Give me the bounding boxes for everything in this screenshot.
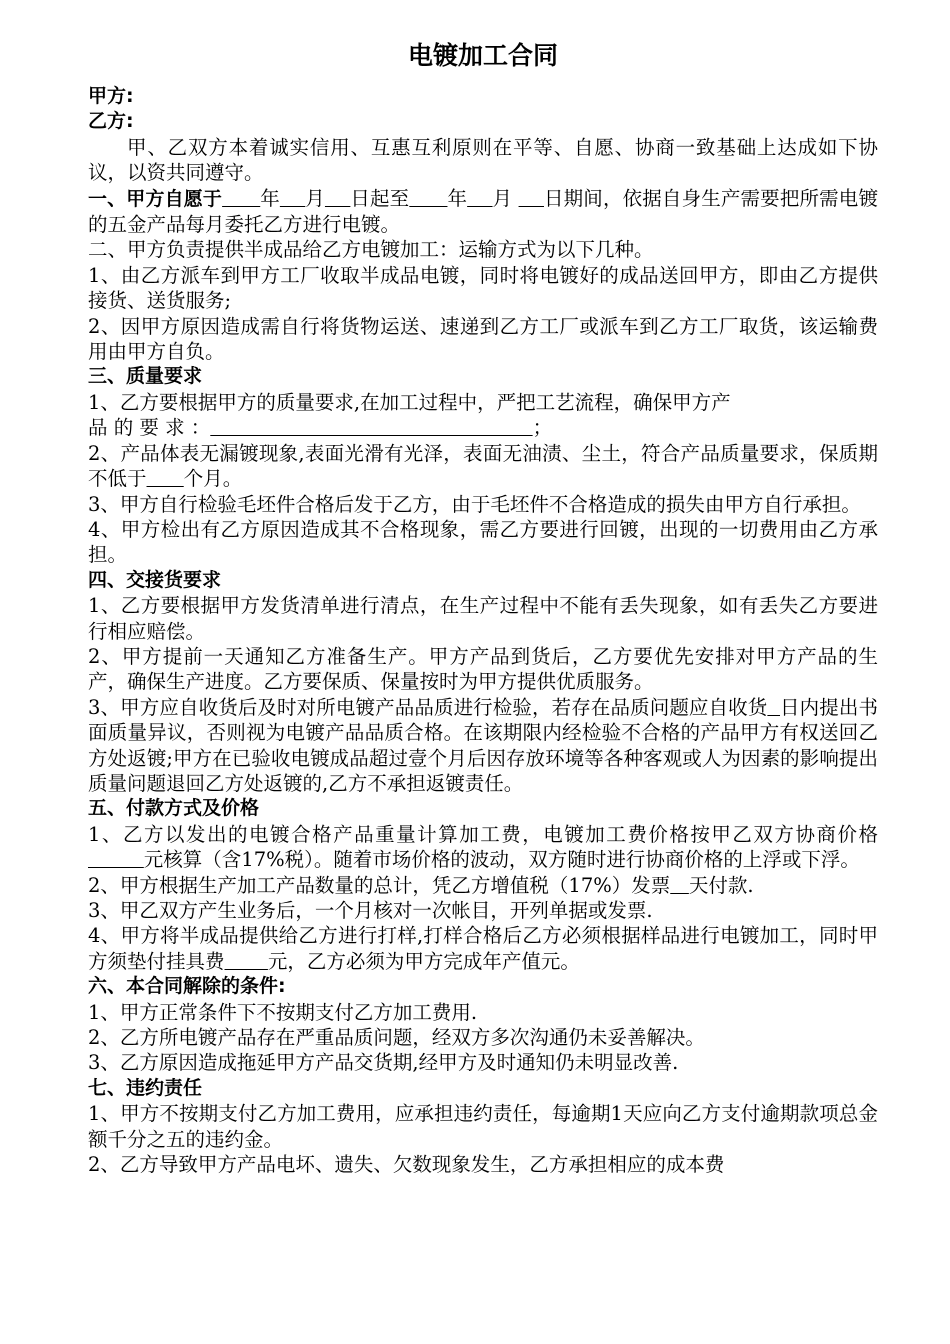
year-label: 年 xyxy=(447,186,468,210)
clause-4-item-1: 1、乙方要根据甲方发货清单进行清点，在生产过程中不能有丢失现象，如有丢失乙方要进行相应赔偿。 xyxy=(88,594,878,643)
clause-1-lead: 一、甲方自愿于 xyxy=(88,187,223,210)
blank-start-day xyxy=(325,187,350,210)
contract-page xyxy=(88,38,878,1177)
clause-5-heading: 五、付款方式及价格 xyxy=(88,797,260,820)
days-label: 天付款. xyxy=(688,873,754,897)
blank-payment-days xyxy=(670,874,689,897)
clause-3-item-2 xyxy=(88,441,878,492)
clause-1-text: 日期间，依据自身生产需要把所需电镀的五金产品每月委托乙方进行电镀。 xyxy=(88,186,878,237)
month-label: 月 xyxy=(492,186,513,210)
clause-2-item-1: 1、由乙方派车到甲方工厂收取半成品电镀，同时将电镀好的成品送回甲方，即由乙方提供接货、送货服务; xyxy=(88,263,878,313)
clause-3-item-3: 3、甲方自行检验毛坯件合格后发于乙方，由于毛坯件不合格造成的损失由甲方自行承担。 xyxy=(88,492,861,516)
clause-2-item-2: 2、因甲方原因造成需自行将货物运送、速递到乙方工厂或派车到乙方工厂取货，该运输费用由甲方自负。 xyxy=(88,314,878,364)
clause-7-item-2: 2、乙方导致甲方产品电坏、遗失、欠数现象发生，乙方承担相应的成本费 xyxy=(88,1153,725,1177)
clause-6-item-3: 3、乙方原因造成拖延甲方产品交货期,经甲方及时通知仍未明显改善. xyxy=(88,1051,679,1075)
party-a-label: 甲方: xyxy=(88,85,134,107)
clause-3-item-1-text: 1、乙方要根据甲方的质量要求,在加工过程中，严把工艺流程，确保甲方产 xyxy=(88,390,731,414)
clause-6-item-1: 1、甲方正常条件下不按期支付乙方加工费用. xyxy=(88,1000,478,1024)
blank-days xyxy=(767,696,780,719)
clause-5-item-1-text: 1、乙方以发出的电镀合格产品重量计算加工费，电镀加工费价格按甲乙双方协商价格 xyxy=(88,822,878,846)
clause-7-item-1: 1、甲方不按期支付乙方加工费用，应承担违约责任，每逾期1天应向乙方支付逾期款项总金额千分之五的违约金。 xyxy=(88,1102,878,1151)
blank-end-month xyxy=(467,187,492,210)
clause-5-item-1 xyxy=(88,822,878,873)
clause-5-item-2-text: 2、甲方根据生产加工产品数量的总计，凭乙方增值税（17%）发票 xyxy=(88,873,671,897)
clause-6-item-2: 2、乙方所电镀产品存在严重品质问题，经双方多次沟通仍未妥善解决。 xyxy=(88,1026,705,1050)
clause-5-item-1-text-b: 元核算（含17%税）。随着市场价格的波动，双方随时进行协商价格的上浮或下浮。 xyxy=(143,848,860,872)
blank-quality-requirement xyxy=(210,416,532,439)
blank-end-day xyxy=(519,187,544,210)
clause-5-item-4-text-b: 元，乙方必须为甲方完成年产值元。 xyxy=(267,949,580,973)
start-label: 日起至 xyxy=(350,186,410,210)
clause-7-heading: 七、违约责任 xyxy=(88,1076,203,1099)
clause-5-item-3: 3、甲乙双方产生业务后，一个月核对一次帐目，开列单据或发票. xyxy=(88,899,653,922)
clause-3-item-1 xyxy=(88,390,878,441)
page-title: 电镀加工合同 xyxy=(407,41,558,70)
clause-4-item-3 xyxy=(88,695,878,797)
blank-end-year xyxy=(409,187,447,210)
blank-start-year xyxy=(222,187,260,210)
quality-requirement-label: 品 的 要 求 ： xyxy=(88,416,211,440)
clause-4-item-2: 2、甲方提前一天通知乙方准备生产。甲方产品到货后，乙方要优先安排对甲方产品的生产，确保生产进度。乙方要保质、保量按时为甲方提供优质服务。 xyxy=(88,644,878,694)
blank-start-month xyxy=(280,187,305,210)
clause-4-item-3-text: 3、甲方应自收货后及时对所电镀产品品质进行检验，若存在品质问题应自收货 xyxy=(88,695,768,719)
clause-5-item-4 xyxy=(88,923,878,974)
blank-fixture-fee xyxy=(225,950,268,973)
party-b-label: 乙方: xyxy=(88,110,134,133)
months-label: 个月。 xyxy=(183,467,243,491)
clause-4-heading: 四、交接货要求 xyxy=(88,568,222,591)
clause-3-item-2-text: 2、产品体表无漏镀现象,表面光滑有光泽，表面无油渍、尘土，符合产品质量要求，保质期不低于 xyxy=(88,441,878,491)
month-label: 月 xyxy=(305,186,325,210)
intro-paragraph: 甲、乙双方本着诚实信用、互惠互利原则在平等、自愿、协商一致基础上达成如下协议，以资共同遵守。 xyxy=(88,135,878,185)
clause-4-item-3-text-b: 日内提出书面质量异议，否则视为电镀产品品质合格。在该期限内经检验不合格的产品甲方有权送回乙方处返镀;甲方在已验收电镀成品超过壹个月后因存放环境等各种客观或人为因素的影响提出质量问题退回乙方处返镀的,乙方不承担返镀责任。 xyxy=(88,695,878,795)
clause-6-heading: 六、本合同解除的条件: xyxy=(88,975,286,998)
clause-5-item-2 xyxy=(88,873,878,898)
semicolon: ； xyxy=(532,416,553,440)
year-label: 年 xyxy=(260,186,280,210)
clause-2-heading: 二、甲方负责提供半成品给乙方电镀加工：运输方式为以下几种。 xyxy=(88,238,654,262)
clause-5-item-4-text: 4、甲方将半成品提供给乙方进行打样,打样合格后乙方必须根据样品进行电镀加工，同时甲方须垫付挂具费 xyxy=(88,924,878,973)
blank-price xyxy=(88,848,144,871)
blank-warranty-months xyxy=(147,467,184,490)
clause-3-item-4: 4、甲方检出有乙方原因造成其不合格现象，需乙方要进行回镀，出现的一切费用由乙方承担。 xyxy=(88,517,878,567)
clause-3-heading: 三、质量要求 xyxy=(88,365,203,388)
clause-1 xyxy=(88,186,878,238)
